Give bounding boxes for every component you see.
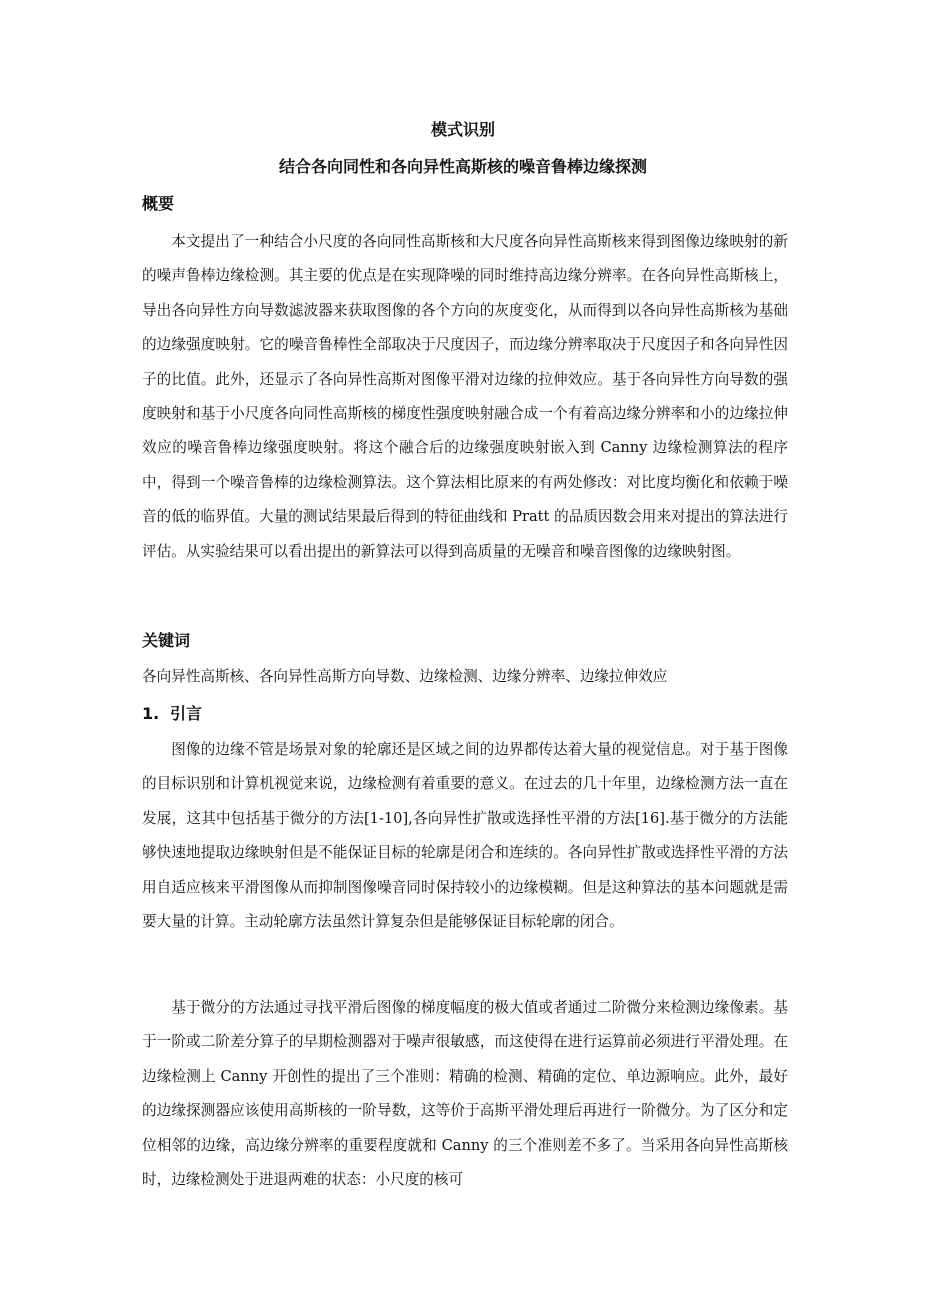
intro-paragraph-1: 图像的边缘不管是场景对象的轮廓还是区域之间的边界都传达着大量的视觉信息。对于基于图像的目标识别和计算机视觉来说，边缘检测有着重要的意义。在过去的几十年里，边缘检测方法一直在发展，这其中包括基于微分的方法[1-10],各向异性扩散或选择性平滑的方法[16].基于微分的方法能够快速地提取边缘映射但是不能保证目标的轮廓是闭合和连续的。各向异性扩散或选择性平滑的方法用自适应核来平滑图像从而抑制图像噪音同时保持较小的边缘模糊。但是这种算法的基本问题就是需要大量的计算。主动轮廓方法虽然计算复杂但是能够保证目标轮廓的闭合。: [142, 741, 788, 931]
intro-paragraph-2: 基于微分的方法通过寻找平滑后图像的梯度幅度的极大值或者通过二阶微分来检测边缘像素。基于一阶或二阶差分算子的早期检测器对于噪声很敏感，而这使得在进行运算前必须进行平滑处理。在边缘检测上 Canny 开创性的提出了三个准则：精确的检测、精确的定位、单边源响应。此外，最好的边缘探测器应该使用高斯核的一阶导数，这等价于高斯平滑处理后再进行一阶微分。为了区分和定位相邻的边缘，高边缘分辨率的重要程度就和 Canny 的三个准则差不多了。当采用各向异性高斯核时，边缘检测处于进退两难的状态：小尺度的核可: [142, 999, 788, 1189]
abstract-paragraph: 本文提出了一种结合小尺度的各向同性高斯核和大尺度各向异性高斯核来得到图像边缘映射的新的噪声鲁棒边缘检测。其主要的优点是在实现降噪的同时维持高边缘分辨率。在各向异性高斯核上，导出各向异性方向导数滤波器来获取图像的各个方向的灰度变化，从而得到以各向异性高斯核为基础的边缘强度映射。它的噪音鲁棒性全部取决于尺度因子，而边缘分辨率取决于尺度因子和各向异性因子的比值。此外，还显示了各向异性高斯对图像平滑对边缘的拉伸效应。基于各向异性方向导数的强度映射和基于小尺度各向同性高斯核的梯度性强度映射融合成一个有着高边缘分辨率和小的边缘拉伸效应的噪音鲁棒边缘强度映射。将这个融合后的边缘强度映射嵌入到 Canny 边缘检测算法的程序中，得到一个噪音鲁棒的边缘检测算法。这个算法相比原来的有两处修改：对比度均衡化和依赖于噪音的低的临界值。大量的测试结果最后得到的特征曲线和 Pratt 的品质因数会用来对提出的算法进行评估。从实验结果可以看出提出的新算法可以得到高质量的无噪音和噪音图像的边缘映射图。: [142, 233, 788, 560]
section-title: 引言: [170, 704, 203, 723]
abstract-heading: 概要: [142, 194, 175, 213]
paper-title: 结合各向同性和各向异性高斯核的噪音鲁棒边缘探测: [278, 157, 647, 176]
keywords-heading: 关键词: [142, 631, 191, 650]
journal-label: 模式识别: [430, 120, 495, 139]
section-number: 1.: [142, 704, 160, 723]
section-heading-introduction: [142, 702, 202, 726]
keywords-text: 各向异性高斯核、各向异性高斯方向导数、边缘检测、边缘分辨率、边缘拉伸效应: [142, 668, 668, 685]
